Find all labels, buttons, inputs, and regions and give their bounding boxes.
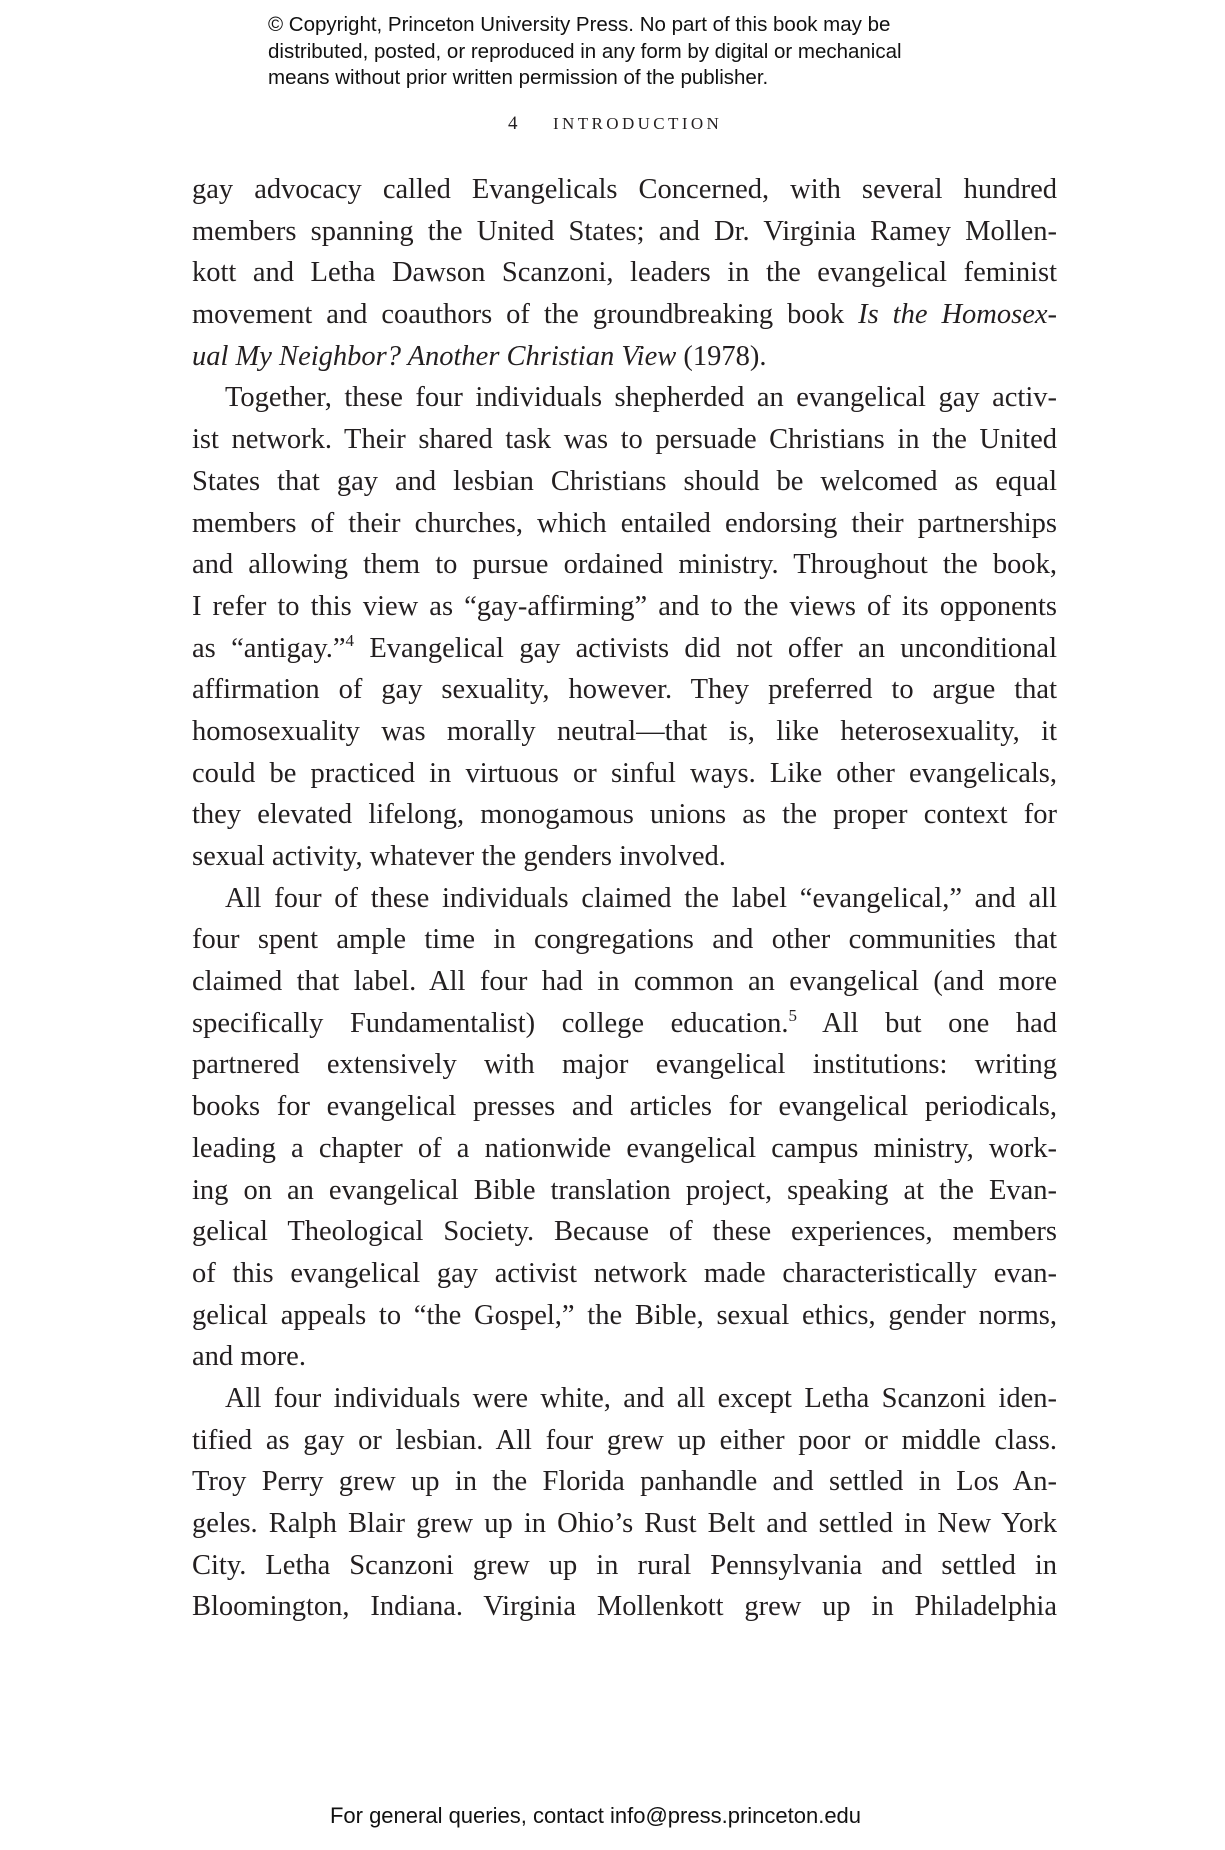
book-title-italic: ual My Neighbor? Another Christian View (192, 340, 677, 372)
text-line: States that gay and lesbian Christians should be welcomed as equal (192, 465, 1057, 497)
contact-footer (0, 1802, 1225, 1830)
text-line: Bloomington, Indiana. Virginia Mollenkott grew up in Philadelphia (192, 1591, 1057, 1623)
text-line: sexual activity, whatever the genders involved. (192, 841, 726, 872)
text-line: ual My Neighbor? Another Christian View (1978). (192, 340, 767, 372)
text-line: specifically Fundamentalist) college education.$^5$ All but one had (192, 1005, 1057, 1039)
text-line: All four of these individuals claimed the label “evangelical,” and all (225, 882, 1057, 914)
text-line: movement and coauthors of the groundbreaking book Is the Homosex- (192, 299, 1057, 331)
text-line: four spent ample time in congregations and other communities that (192, 924, 1057, 956)
text-line: Together, these four individuals shepherded an evangelical gay activ- (225, 382, 1057, 414)
paragraph (192, 169, 1057, 377)
paragraph (192, 878, 1057, 1378)
copyright-line: means without prior written permission of the publisher. (268, 66, 769, 89)
text-line: gelical Theological Society. Because of these experiences, members (192, 1216, 1057, 1248)
text-line: geles. Ralph Blair grew up in Ohio’s Rust Belt and settled in New York (192, 1508, 1057, 1539)
text-line: they elevated lifelong, monogamous unions as the proper context for (192, 799, 1057, 831)
text-line: leading a chapter of a nationwide evangelical campus ministry, work- (192, 1132, 1057, 1164)
text-line: homosexuality was morally neutral—that is, like heterosexuality, it (192, 715, 1057, 747)
text-line: gay advocacy called Evangelicals Concerned, with several hundred (192, 174, 1057, 205)
paragraph (192, 1378, 1057, 1628)
text-line: All four individuals were white, and all except Letha Scanzoni iden- (225, 1382, 1057, 1414)
text-line: of this evangelical gay activist network made characteristically evan- (192, 1257, 1057, 1289)
text-line: as “antigay.”$^4$ Evangelical gay activists did not offer an unconditional (192, 630, 1057, 664)
paragraph (192, 377, 1057, 877)
page-number: 4 (508, 113, 518, 134)
text-line: I refer to this view as “gay-affirming” and to the views of its opponents (192, 590, 1057, 622)
text-line: could be practiced in virtuous or sinful ways. Like other evangelicals, (192, 757, 1057, 789)
contact-text: For general queries, contact info@press.princeton.edu (329, 1803, 862, 1828)
text-line: Troy Perry grew up in the Florida panhandle and settled in Los An- (192, 1466, 1057, 1498)
text-line: kott and Letha Dawson Scanzoni, leaders in the evangelical feminist (192, 257, 1057, 289)
copyright-notice (268, 12, 988, 92)
text-line: books for evangelical presses and articles for evangelical periodicals, (192, 1091, 1057, 1123)
body-text (192, 169, 1057, 1628)
footnote-reference[interactable]: 5 (788, 1005, 798, 1025)
copyright-line: © Copyright, Princeton University Press. No part of this book may be (268, 13, 891, 36)
footnote-reference[interactable]: 4 (345, 630, 355, 650)
text-line: claimed that label. All four had in common an evangelical (and more (192, 966, 1057, 998)
text-line: and more. (192, 1341, 306, 1373)
text-line: ing on an evangelical Bible translation project, speaking at the Evan- (192, 1174, 1057, 1206)
text-line: City. Letha Scanzoni grew up in rural Pennsylvania and settled in (192, 1549, 1057, 1581)
text-line: ist network. Their shared task was to persuade Christians in the United (192, 424, 1057, 456)
copyright-line: distributed, posted, or reproduced in any form by digital or mechanical (268, 39, 902, 63)
text-line: affirmation of gay sexuality, however. They preferred to argue that (192, 674, 1057, 706)
text-line: partnered extensively with major evangelical institutions: writing (192, 1049, 1057, 1081)
text-line: members spanning the United States; and Dr. Virginia Ramey Mollen- (192, 215, 1057, 247)
book-title-italic: Is the Homosex- (858, 299, 1057, 331)
text-line: and allowing them to pursue ordained ministry. Throughout the book, (192, 549, 1057, 581)
text-line: gelical appeals to “the Gospel,” the Bible, sexual ethics, gender norms, (192, 1299, 1057, 1331)
section-title: INTRODUCTION (553, 114, 723, 133)
text-line: tified as gay or lesbian. All four grew up either poor or middle class. (192, 1424, 1057, 1456)
text-line: members of their churches, which entailed endorsing their partnerships (192, 507, 1057, 539)
